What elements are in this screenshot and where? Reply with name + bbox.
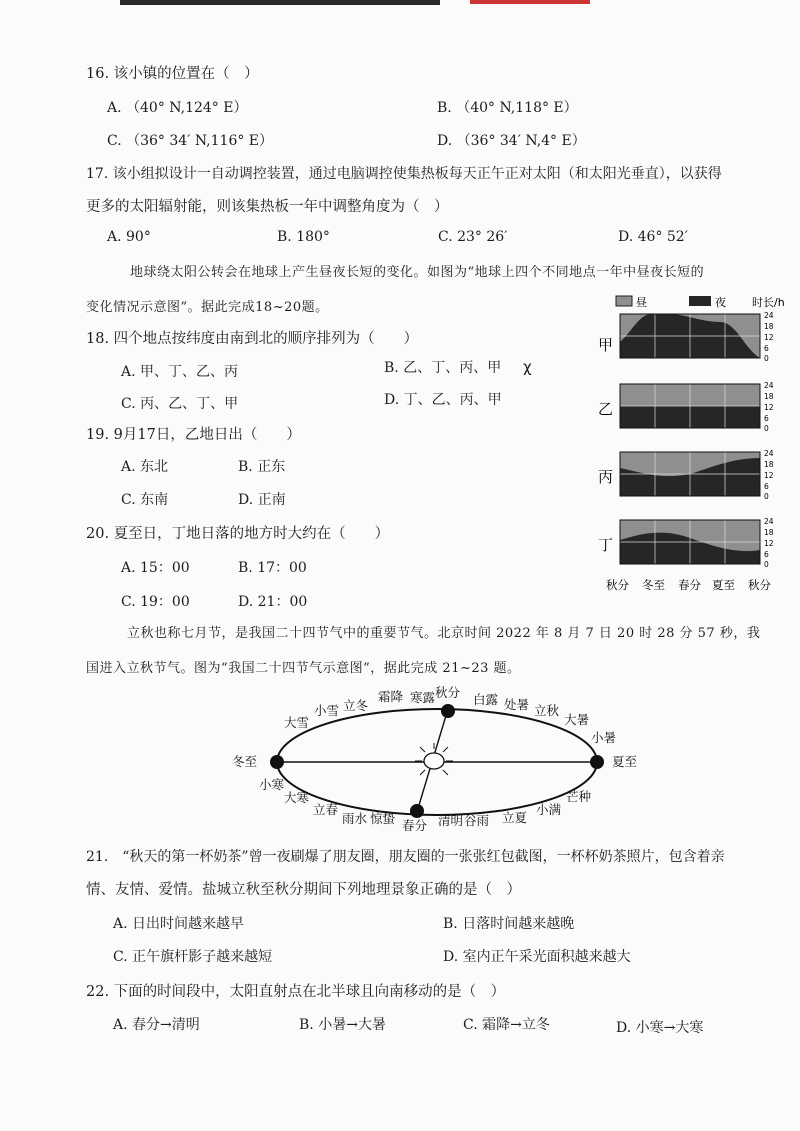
q19-option-b[interactable]: B. 正东: [238, 459, 286, 475]
term-guyu: 谷雨: [464, 813, 490, 828]
intro-18-20-line1: 地球绕太阳公转会在地球上产生昼夜长短的变化。如图为“地球上四个不同地点一年中昼夜长短的: [130, 265, 705, 280]
term-dahan: 大寒: [284, 790, 310, 805]
panel-ding: [598, 520, 760, 564]
svg-text:24: 24: [764, 449, 774, 458]
q16-option-b[interactable]: B. （40° N,118° E）: [437, 100, 578, 116]
panel-jia-label: 甲: [598, 336, 614, 354]
chunfen-point: [410, 804, 424, 818]
legend-night-label: 夜: [715, 296, 726, 309]
xlabel-xiazhi: 夏至: [712, 578, 735, 592]
q21-stem-line2: 情、友情、爱情。盐城立秋至秋分期间下列地理景象正确的是（ ）: [86, 882, 521, 898]
q20-stem: 20. 夏至日，丁地日落的地方时大约在（ ）: [86, 526, 390, 542]
term-xiazhi: 夏至: [612, 754, 638, 769]
term-yushui: 雨水: [342, 811, 368, 826]
svg-text:12: 12: [764, 539, 774, 548]
q18-option-b[interactable]: B. 乙、丁、丙、甲: [384, 360, 502, 376]
q19-option-c[interactable]: C. 东南: [121, 492, 169, 508]
scan-top-edge: [120, 0, 440, 5]
xlabel-chunfen: 春分: [678, 578, 701, 592]
q21-option-d[interactable]: D. 室内正午采光面积越来越大: [443, 949, 631, 965]
term-dashu: 大暑: [564, 712, 590, 727]
legend-hours-label: 时长/h: [752, 296, 785, 309]
q22-option-c[interactable]: C. 霜降→立冬: [463, 1017, 550, 1033]
svg-text:12: 12: [764, 403, 774, 412]
term-chunfen: 春分: [402, 818, 428, 833]
q20-option-a[interactable]: A. 15：00: [121, 560, 190, 576]
xlabel-qiufen-1: 秋分: [606, 578, 629, 592]
svg-text:6: 6: [764, 414, 769, 423]
q19-stem: 19. 9月17日，乙地日出（ ）: [86, 427, 301, 443]
intro-18-20-line2: 变化情况示意图”。据此完成18~20题。: [86, 300, 329, 315]
term-chushu: 处暑: [504, 697, 530, 712]
panel-jia: [598, 314, 760, 358]
qiufen-point: [441, 704, 455, 718]
q16-stem: 16. 该小镇的位置在（ ）: [86, 66, 259, 82]
q21-option-c[interactable]: C. 正午旗杆影子越来越短: [113, 949, 273, 965]
term-qiufen: 秋分: [435, 685, 461, 700]
q18-handwritten-mark: χ: [523, 358, 532, 376]
q17-stem-line2: 更多的太阳辐射能，则该集热板一年中调整角度为（ ）: [86, 199, 449, 215]
term-lidong: 立冬: [343, 698, 369, 713]
q22-option-b[interactable]: B. 小暑→大暑: [299, 1017, 386, 1033]
xlabel-dongzhi: 冬至: [642, 578, 665, 592]
q17-option-d[interactable]: D. 46° 52′: [618, 229, 688, 245]
svg-text:18: 18: [764, 322, 774, 331]
q20-option-c[interactable]: C. 19：00: [121, 594, 190, 610]
q17-stem-line1: 17. 该小组拟设计一自动调控装置，通过电脑调控使集热板每天正午正对太阳（和太阳光垂直），以获得: [86, 166, 722, 182]
term-lichun: 立春: [313, 802, 339, 817]
q21-stem-line1: 21. “秋天的第一杯奶茶”曾一夜刷爆了朋友圈，朋友圈的一张张红包截图，一杯杯奶茶照片，包含着亲: [86, 849, 725, 865]
term-daxue: 大雪: [284, 715, 310, 730]
term-qingming: 清明: [438, 813, 464, 828]
q17-option-a[interactable]: A. 90°: [107, 229, 151, 245]
svg-text:0: 0: [764, 424, 769, 433]
intro-21-23-line1: 立秋也称七月节，是我国二十四节气中的重要节气。北京时间 2022 年 8 月 7 日 20 时 28 分 57 秒，我: [127, 626, 761, 641]
panel-bing-label: 丙: [598, 468, 614, 486]
panel-ding-label: 丁: [598, 536, 614, 554]
term-hanlu: 寒露: [410, 690, 436, 705]
dongzhi-point: [270, 755, 284, 769]
chart-x-labels: [606, 578, 771, 592]
term-bailu: 白露: [473, 692, 499, 707]
svg-text:18: 18: [764, 460, 774, 469]
q22-option-d[interactable]: D. 小寒→大寒: [616, 1020, 704, 1036]
term-liqiu: 立秋: [534, 703, 560, 718]
term-xiaoman: 小满: [536, 802, 562, 817]
svg-text:12: 12: [764, 471, 774, 480]
q16-option-c[interactable]: C. （36° 34′ N,116° E）: [107, 133, 274, 149]
panel-bing-yticks: [764, 449, 774, 501]
panel-jia-yticks: [764, 311, 774, 363]
solar-terms-diagram: [210, 680, 670, 840]
panel-yi-yticks: [764, 381, 774, 433]
q22-stem: 22. 下面的时间段中，太阳直射点在北半球且向南移动的是（ ）: [86, 984, 506, 1000]
legend-day-label: 昼: [636, 296, 647, 309]
panel-ding-yticks: [764, 517, 774, 569]
svg-text:24: 24: [764, 311, 774, 320]
q18-option-c[interactable]: C. 丙、乙、丁、甲: [121, 396, 239, 412]
svg-text:6: 6: [764, 344, 769, 353]
svg-text:12: 12: [764, 333, 774, 342]
q16-option-d[interactable]: D. （36° 34′ N,4° E）: [437, 133, 586, 149]
svg-text:24: 24: [764, 517, 774, 526]
svg-text:0: 0: [764, 560, 769, 569]
term-xiaoshu: 小暑: [591, 730, 617, 745]
term-dongzhi: 冬至: [232, 754, 258, 769]
svg-text:6: 6: [764, 550, 769, 559]
term-jingzhe: 惊蛰: [370, 811, 396, 826]
q18-stem: 18. 四个地点按纬度由南到北的顺序排列为（ ）: [86, 331, 419, 347]
xlabel-qiufen-2: 秋分: [748, 578, 771, 592]
svg-text:0: 0: [764, 354, 769, 363]
legend-day-swatch: [616, 296, 632, 306]
term-lixia: 立夏: [502, 810, 528, 825]
q21-option-b[interactable]: B. 日落时间越来越晚: [443, 916, 575, 932]
term-xiaoxue: 小雪: [314, 703, 340, 718]
term-mangzhong: 芒种: [566, 789, 592, 804]
q19-option-a[interactable]: A. 东北: [121, 459, 169, 475]
q16-option-a[interactable]: A. （40° N,124° E）: [107, 100, 248, 116]
panel-bing: [598, 452, 760, 496]
q17-option-b[interactable]: B. 180°: [277, 229, 330, 245]
svg-text:24: 24: [764, 381, 774, 390]
term-shuangjiang: 霜降: [378, 689, 404, 704]
panel-yi-label: 乙: [598, 400, 614, 418]
svg-text:18: 18: [764, 528, 774, 537]
intro-21-23-line2: 国进入立秋节气。图为“我国二十四节气示意图”，据此完成 21~23 题。: [86, 661, 521, 676]
q18-option-d[interactable]: D. 丁、乙、丙、甲: [384, 392, 502, 408]
q20-option-d[interactable]: D. 21：00: [238, 594, 308, 610]
legend-night-swatch: [689, 296, 711, 306]
sun-icon: [415, 743, 453, 775]
day-night-length-chart: [592, 292, 792, 598]
q17-option-c[interactable]: C. 23° 26′: [438, 229, 508, 245]
q19-option-d[interactable]: D. 正南: [238, 492, 286, 508]
scan-top-red-edge: [470, 0, 590, 4]
q20-option-b[interactable]: B. 17：00: [238, 560, 307, 576]
panel-yi: [598, 384, 760, 428]
svg-text:0: 0: [764, 492, 769, 501]
xiazhi-point: [590, 755, 604, 769]
q21-option-a[interactable]: A. 日出时间越来越早: [113, 916, 245, 932]
q18-option-a[interactable]: A. 甲、丁、乙、丙: [121, 364, 239, 380]
svg-text:18: 18: [764, 392, 774, 401]
term-xiaohan: 小寒: [259, 777, 285, 792]
q22-option-a[interactable]: A. 春分→清明: [113, 1017, 200, 1033]
svg-text:6: 6: [764, 482, 769, 491]
